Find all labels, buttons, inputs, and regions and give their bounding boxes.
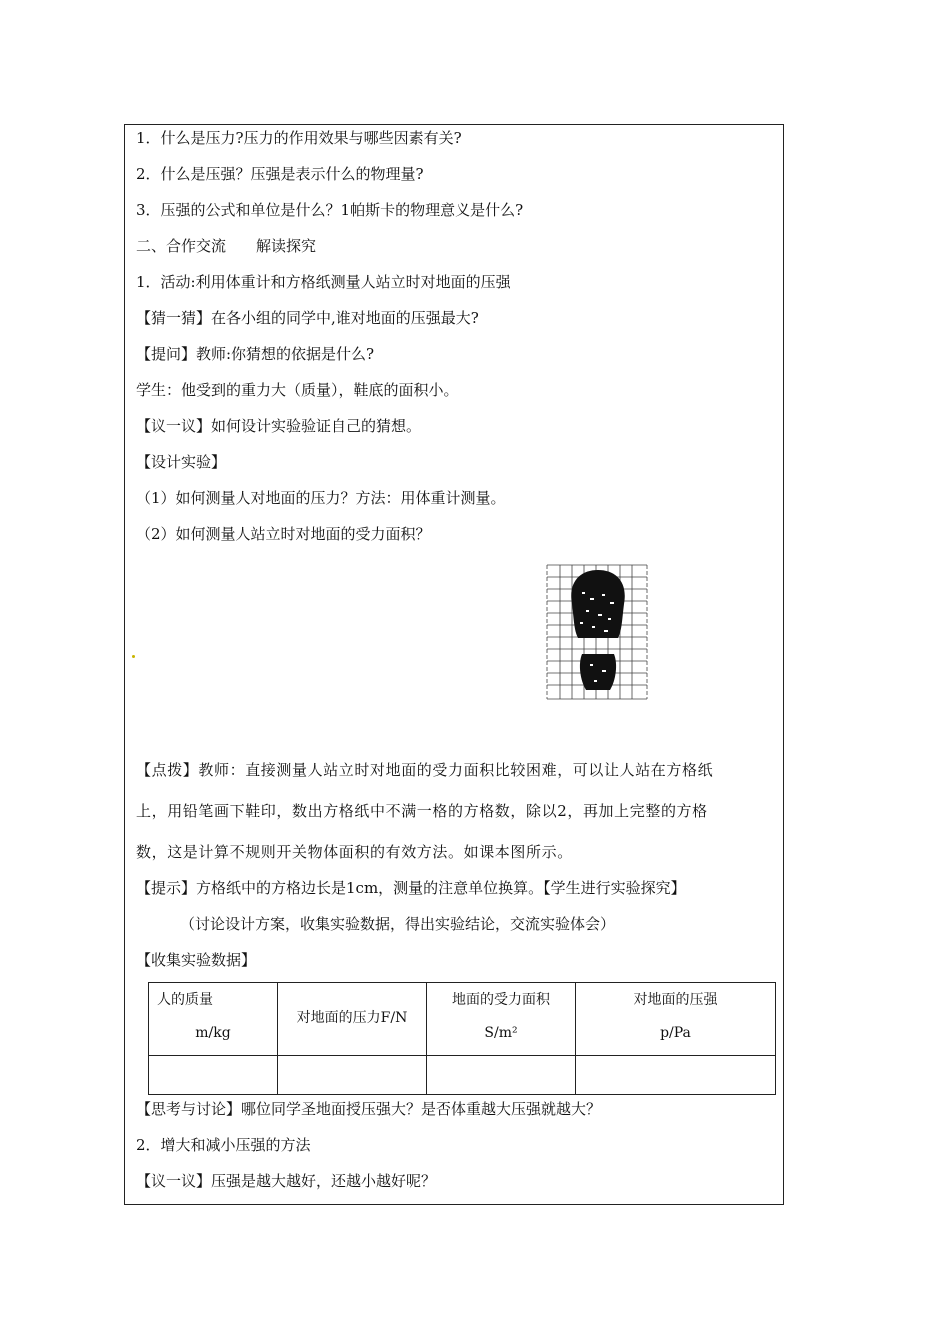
think-paragraph: 【思考与讨论】哪位同学圣地面授压强大？是否体重越大压强就越大？: [136, 1100, 602, 1118]
table-header-row: [149, 983, 776, 1056]
student-answer: 学生：他受到的重力大（质量），鞋底的面积小。: [136, 381, 459, 399]
header-force-label: 对地面的压力F/N: [296, 1010, 408, 1026]
question-3: 3．压强的公式和单位是什么？1帕斯卡的物理意义是什么?: [136, 201, 524, 219]
discuss-paragraph: 【议一议】如何设计实验验证自己的猜想。: [136, 417, 422, 435]
table-row: [149, 1056, 776, 1095]
header-mass: [149, 983, 278, 1056]
cell-area-value[interactable]: [427, 1056, 576, 1095]
guess-paragraph: 【猜一猜】在各小组的同学中,谁对地面的压强最大?: [136, 309, 479, 327]
hint-subline: （讨论设计方案，收集实验数据，得出实验结论，交流实验体会）: [180, 915, 616, 933]
tip-line-2: 上，用铅笔画下鞋印，数出方格纸中不满一格的方格数，除以2，再加上完整的方格: [136, 802, 708, 820]
activity-1: 1．活动:利用体重计和方格纸测量人站立时对地面的压强: [136, 273, 511, 291]
tip-line-1: 【点拨】教师：直接测量人站立时对地面的受力面积比较困难，可以让人站在方格纸: [136, 761, 714, 779]
footprint-grid-image: [546, 564, 648, 700]
cell-force-value[interactable]: [278, 1056, 427, 1095]
header-force: [278, 983, 427, 1056]
header-area: [427, 983, 576, 1056]
cell-mass-value[interactable]: [149, 1056, 278, 1095]
hint-paragraph: 【提示】方格纸中的方格边长是1cm，测量的注意单位换算。【学生进行实验探究】: [136, 879, 686, 897]
collect-heading: 【收集实验数据】: [136, 951, 257, 969]
header-mass-label: 人的质量: [157, 992, 213, 1008]
header-area-unit: S/m²: [484, 1025, 518, 1041]
data-table: [148, 982, 776, 1095]
design-question-2: （2）如何测量人站立时对地面的受力面积？: [136, 525, 431, 543]
design-question-1: （1）如何测量人对地面的压力？方法：用体重计测量。: [136, 489, 506, 507]
method-heading: 2．增大和减小压强的方法: [136, 1136, 311, 1154]
tip-line-3: 数，这是计算不规则开关物体面积的有效方法。如课本图所示。: [136, 843, 573, 861]
header-area-label: 地面的受力面积: [452, 992, 550, 1008]
header-pressure-unit: p/Pa: [660, 1025, 691, 1041]
header-mass-unit: m/kg: [195, 1025, 231, 1041]
header-pressure: [576, 983, 776, 1056]
cell-pressure-value[interactable]: [576, 1056, 776, 1095]
header-pressure-label: 对地面的压强: [633, 992, 718, 1008]
ask-paragraph: 【提问】教师:你猜想的依据是什么?: [136, 345, 375, 363]
design-heading: 【设计实验】: [136, 453, 227, 471]
question-1: 1．什么是压力?压力的作用效果与哪些因素有关?: [136, 129, 462, 147]
section-2-title: 二、合作交流 解读探究: [136, 237, 317, 255]
stray-mark: [132, 655, 135, 658]
question-2: 2．什么是压强？压强是表示什么的物理量?: [136, 165, 424, 183]
discuss-2-paragraph: 【议一议】压强是越大越好，还越小越好呢？: [136, 1172, 437, 1190]
